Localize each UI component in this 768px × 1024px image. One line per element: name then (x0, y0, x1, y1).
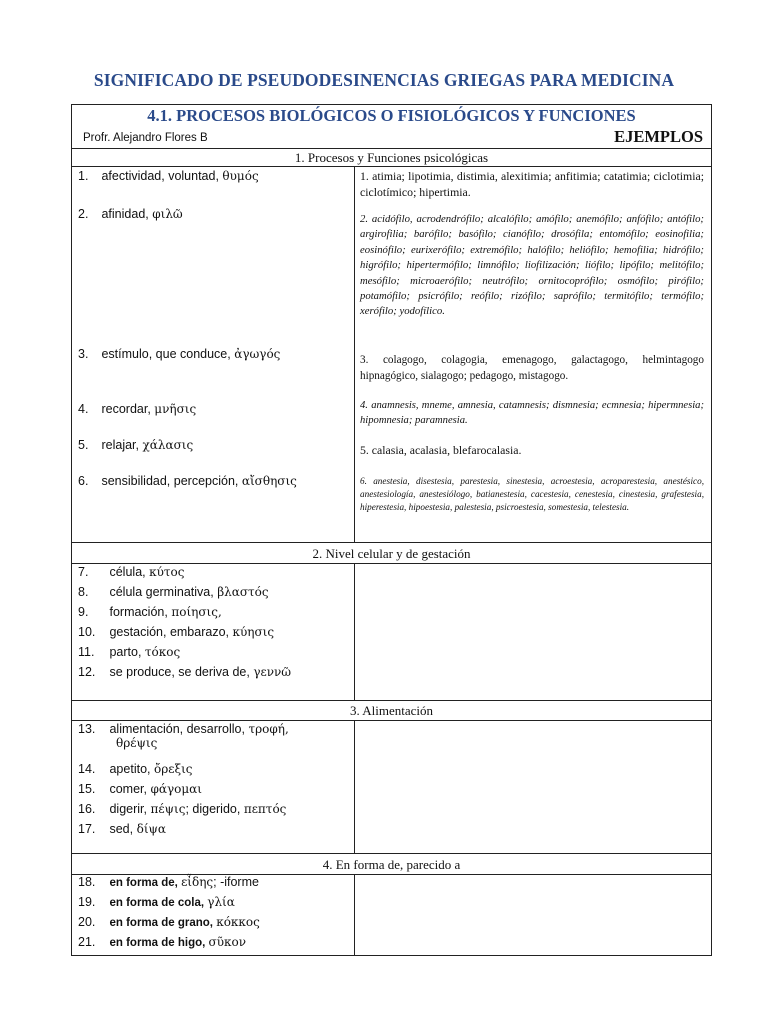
section-4-body (72, 875, 711, 955)
term-row: 7. célula, κύτος (78, 565, 185, 579)
column-divider (354, 167, 355, 542)
section-2-body (72, 564, 711, 701)
example-text: 1. atimia; lipotimia, distimia, alexitimia; anfitimia; catatimia; ciclotimia; ciclotímico; hipertimia. (360, 169, 704, 199)
content-table (71, 104, 712, 956)
document-title: SIGNIFICADO DE PSEUDODESINENCIAS GRIEGAS PARA MEDICINA (93, 70, 675, 90)
example-text: 2. acidófilo, acrodendrófilo; alcalófilo; amófilo; anemófilo; anfófilo; antófilo; argirofilia; barófilo; basófilo; cianófilo; drosófila; entomófilo; eosinofilia; eosinófilo; eurixerófilo; extremófilo; halófilo; heliófilo; hemofilia; hidrófilo; higrófilo; hipertermófilo; limnófilo; liofilización; liófilo; lipófilo; melitófilo; mesófilo; microaerófilo; neutrófilo; ornitocoprófilo; osmófilo; pirófilo; potamófilo; psicrófilo; reófilo; rizófilo; saprófilo; termitófilo; termófilo; xerófilo; yodofílico. (360, 213, 704, 318)
term-row: 14. apetito, ὄρεξις (78, 762, 193, 776)
term-row: 15. comer, φάγομαι (78, 782, 202, 796)
term-row: 9. formación, ποίησις, (78, 605, 222, 619)
term-row: 21. en forma de higo, σῦκον (78, 935, 247, 949)
section-3-body (72, 721, 711, 854)
table-header (72, 105, 711, 149)
term-row: 18. en forma de, εἶδης; -iforme (78, 875, 259, 889)
column-divider (354, 564, 355, 700)
examples-label: EJEMPLOS (614, 127, 703, 146)
term-row: 3. estímulo, que conduce, ἀγωγός (78, 347, 281, 361)
term-row: 8. célula germinativa, βλαστός (78, 585, 269, 599)
example-text: 4. anamnesis, mneme, amnesia, catamnesis; dismnesia; ecmnesia; hipermnesia; hipomnesia; paramnesia. (360, 400, 704, 426)
category-heading-3: 3. Alimentación (72, 701, 711, 721)
term-row: 16. digerir, πέψις; digerido, πεπτός (78, 802, 287, 816)
category-heading-2: 2. Nivel celular y de gestación (72, 543, 711, 564)
term-row: 20. en forma de grano, κόκκος (78, 915, 260, 929)
example-text: 5. calasia, acalasia, blefarocalasia. (360, 443, 522, 457)
term-row: 17. sed, δίψα (78, 822, 167, 836)
category-heading-1: 1. Procesos y Funciones psicológicas (72, 149, 711, 167)
term-row: 1. afectividad, voluntad, θυμός (78, 169, 259, 183)
example-text: 6. anestesia, disestesia, parestesia, sinestesia, acroestesia, acroparestesia, anestésico, anestesiología, anestesiólogo, batianestesia, cacestesia, cenestesia, cinestesia, grafestesia, hiperestesia, hipoestesia, palestesia, psicroestesia, somestesia, telestesia. (360, 476, 704, 512)
term-row: 11. parto, τόκος (78, 645, 181, 659)
term-row: 2. afinidad, φιλῶ (78, 207, 183, 221)
example-text: 3. colagogo, colagogia, emenagogo, galactagogo, helmintagogo hipnagógico, sialagogo; pedagogo, mistagogo. (360, 354, 704, 382)
category-heading-4: 4. En forma de, parecido a (72, 854, 711, 875)
term-row: 4. recordar, μνῆσις (78, 402, 197, 416)
section-title: 4.1. PROCESOS BIOLÓGICOS O FISIOLÓGICOS Y FUNCIONES (147, 106, 636, 125)
term-row: 6. sensibilidad, percepción, αἴσθησις (78, 474, 297, 488)
term-row: 19. en forma de cola, γλία (78, 895, 235, 909)
column-divider (354, 721, 355, 853)
column-divider (354, 875, 355, 955)
term-row: 10. gestación, embarazo, κύησις (78, 625, 275, 639)
author-label: Profr. Alejandro Flores B (83, 132, 208, 144)
term-row: 5. relajar, χάλασις (78, 438, 194, 452)
term-row: 12. se produce, se deriva de, γεννῶ (78, 665, 292, 679)
section-1-body (72, 167, 711, 543)
term-row: 13. alimentación, desarrollo, τροφή, θρέψις (78, 722, 289, 750)
